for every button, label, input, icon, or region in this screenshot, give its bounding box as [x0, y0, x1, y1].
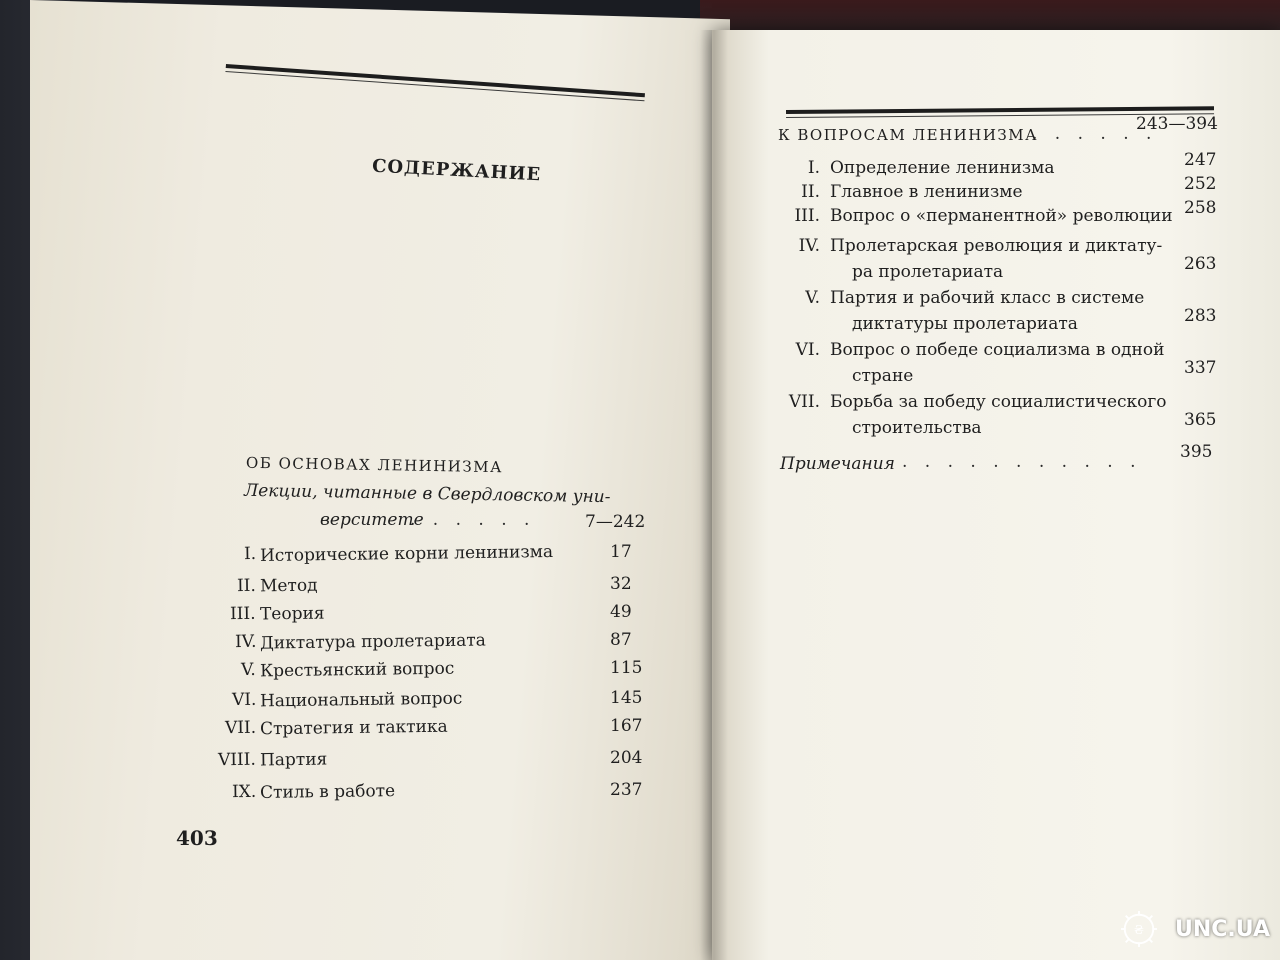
entry-label: Метод: [259, 575, 318, 597]
entry-number: V.: [241, 659, 257, 681]
section2-heading: К ВОПРОСАМ ЛЕНИНИЗМА: [778, 126, 1038, 144]
entry-label: Вопрос о победе социализма в одной: [830, 340, 1165, 360]
seal-icon: [1120, 910, 1158, 948]
book-gutter: [700, 30, 728, 960]
notes-page: 395: [1180, 442, 1213, 462]
entry-label: Партия: [259, 749, 328, 771]
watermark: UNC.UA: [1175, 917, 1270, 942]
entry-label: Стиль в работе: [259, 781, 396, 803]
entry-label: Пролетарская революция и диктату-: [830, 236, 1163, 256]
entry-label: Диктатура пролетариата: [259, 630, 487, 654]
page-number: 403: [176, 826, 218, 850]
entry-label: Определение ленинизма: [830, 158, 1055, 178]
entry-number: I.: [807, 158, 820, 178]
notes-label: Примечания: [780, 454, 895, 474]
entry-page: 252: [1184, 174, 1217, 194]
entry-number: III.: [230, 603, 257, 625]
entry-number: IV.: [798, 236, 820, 256]
entry-page: 247: [1184, 150, 1217, 170]
section1-subtitle-line2: верситете: [320, 510, 424, 530]
entry-page: 145: [610, 688, 643, 708]
entry-page: 237: [610, 780, 643, 800]
entry-page: 49: [610, 602, 632, 622]
entry-number: VIII.: [218, 749, 257, 771]
leader-dots: . . . . . .: [410, 510, 536, 530]
entry-label: Теория: [259, 603, 325, 625]
svg-text:₴: ₴: [1134, 922, 1144, 937]
entry-label-continuation: строительства: [852, 418, 982, 438]
entry-label-continuation: стране: [852, 366, 914, 386]
entry-label: Стратегия и тактика: [259, 716, 448, 740]
entry-label: Партия и рабочий класс в системе: [830, 288, 1145, 308]
entry-number: VI.: [795, 340, 820, 360]
entry-page: 337: [1184, 358, 1217, 378]
entry-label: Вопрос о «перманентной» революции: [830, 206, 1173, 226]
entry-label: Исторические корни ленинизма: [259, 541, 554, 567]
entry-page: 167: [610, 716, 643, 736]
entry-label: Борьба за победу социалистического: [830, 392, 1167, 412]
entry-page: 87: [610, 630, 632, 650]
section1-pages: 7—242: [585, 512, 646, 532]
leader-dots: . . . . . . . . . . .: [902, 452, 1142, 472]
entry-label-continuation: диктатуры пролетариата: [852, 314, 1078, 334]
entry-page: 17: [610, 542, 632, 562]
entry-number: III.: [794, 206, 820, 226]
entry-page: 204: [610, 748, 643, 768]
contents-title: СОДЕРЖАНИЕ: [371, 155, 542, 186]
section2-pages: 243—394: [1136, 114, 1218, 134]
entry-number: IX.: [231, 781, 257, 803]
entry-page: 258: [1184, 198, 1217, 218]
entry-label-continuation: ра пролетариата: [852, 262, 1004, 282]
entry-label: Национальный вопрос: [259, 688, 463, 712]
entry-number: IV.: [234, 631, 257, 653]
leader-dots: . . . . . .: [1032, 124, 1158, 144]
entry-page: 365: [1184, 410, 1217, 430]
entry-page: 115: [610, 658, 643, 678]
entry-page: 263: [1184, 254, 1217, 274]
left-page: [30, 0, 730, 960]
entry-number: II.: [801, 182, 820, 202]
entry-number: V.: [805, 288, 820, 308]
entry-number: I.: [243, 543, 257, 565]
section1-heading: ОБ ОСНОВАХ ЛЕНИНИЗМА: [245, 453, 504, 477]
entry-number: VI.: [231, 689, 257, 711]
entry-page: 32: [610, 574, 632, 594]
entry-number: VII.: [224, 717, 257, 739]
entry-number: VII.: [788, 392, 820, 412]
entry-page: 283: [1184, 306, 1217, 326]
entry-number: II.: [237, 575, 257, 597]
entry-label: Главное в ленинизме: [830, 182, 1023, 202]
section1-subtitle-line1: Лекции, читанные в Свердловском уни-: [243, 480, 611, 508]
entry-label: Крестьянский вопрос: [259, 658, 455, 682]
